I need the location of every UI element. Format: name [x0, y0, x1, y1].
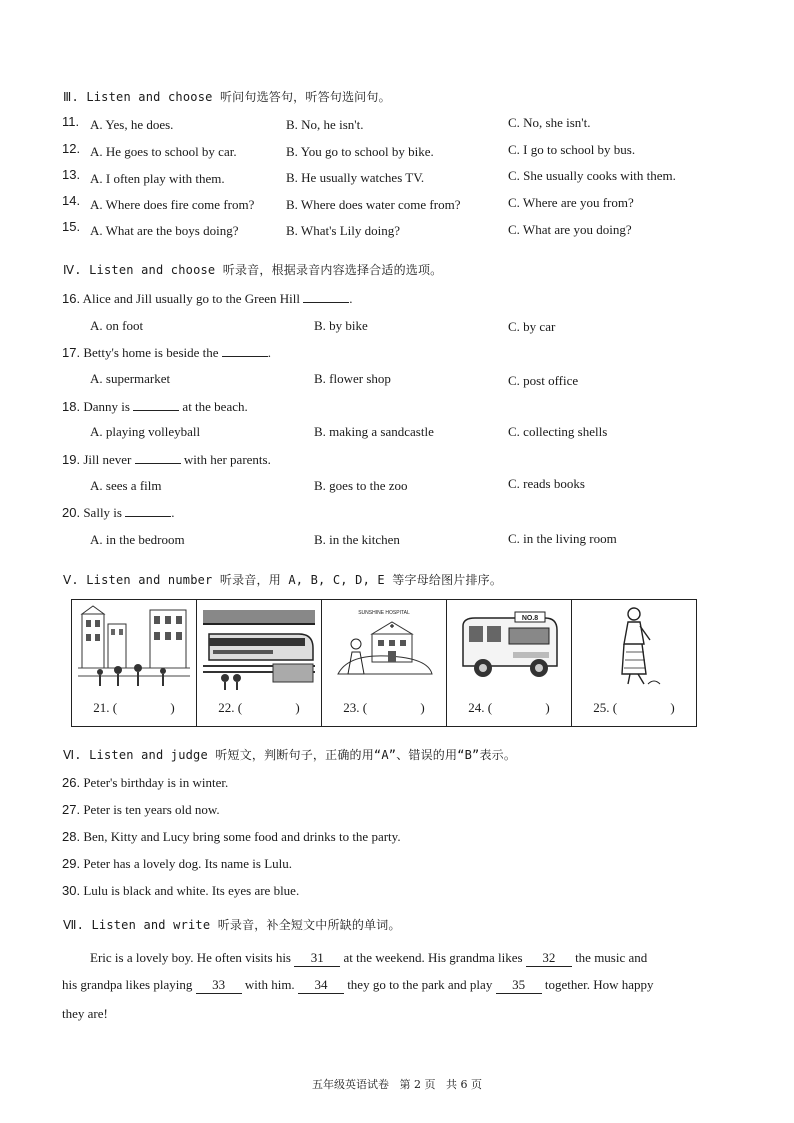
question-stem: 18. Danny is at the beach.: [62, 399, 248, 414]
picture-caption: 21. ( ): [93, 700, 175, 715]
picture-cell: [197, 600, 322, 726]
option-b: B. He usually watches TV.: [286, 170, 425, 185]
option-a: A. on foot: [90, 318, 144, 333]
option-a: A. Where does fire come from?: [90, 197, 255, 212]
section-4-title: Ⅳ. Listen and choose 听录音，根据录音内容选择合适的选项。: [63, 263, 443, 277]
option-a: A. He goes to school by car.: [90, 144, 237, 159]
option-c: C. I go to school by bus.: [508, 142, 636, 157]
question-number: 12.: [62, 141, 81, 156]
option-b: B. goes to the zoo: [314, 478, 408, 493]
option-a: A. I often play with them.: [90, 171, 225, 186]
blank-35: 35: [496, 977, 542, 994]
hospital-picture: [328, 604, 440, 690]
option-c: C. No, she isn't.: [508, 115, 591, 130]
option-b: B. making a sandcastle: [314, 424, 434, 439]
judge-statement: 26. Peter's birthday is in winter.: [62, 775, 229, 790]
picture-table: [71, 599, 697, 727]
picture-cell: [447, 600, 572, 726]
hospital-sign: SUNSHINE HOSPITAL: [358, 610, 410, 616]
picture-caption: 22. ( ): [218, 700, 300, 715]
answer-blank: [303, 290, 349, 303]
section-6-title: Ⅵ. Listen and judge 听短文，判断句子，正确的用“A”、错误的用“B”表示。: [63, 748, 517, 762]
section-5-title: Ⅴ. Listen and number 听录音，用 A, B, C, D, E 等字母给图片排序。: [63, 573, 503, 587]
judge-statement: 29. Peter has a lovely dog. Its name is Lulu.: [62, 856, 293, 871]
question-number: 11.: [62, 114, 80, 129]
option-b: B. No, he isn't.: [286, 117, 364, 132]
section-7-title: Ⅶ. Listen and write 听录音，补全短文中所缺的单词。: [63, 918, 401, 932]
picture-cell: [72, 600, 197, 726]
option-b: B. in the kitchen: [314, 532, 400, 547]
train-picture: [203, 604, 315, 690]
option-a: A. in the bedroom: [90, 532, 185, 547]
answer-blank: [135, 451, 181, 464]
option-c: C. What are you doing?: [508, 222, 632, 237]
blank-33: 33: [196, 977, 242, 994]
passage-line-2: his grandpa likes playing 33 with him. 34 they go to the park and play 35 together. How happy: [62, 977, 654, 992]
page-footer: 五年级英语试卷 第 2 页 共 6 页: [312, 1078, 482, 1091]
option-b: B. What's Lily doing?: [286, 223, 401, 238]
bus-number-sign: NO.8: [521, 615, 539, 622]
bus-picture: [453, 604, 565, 690]
passage-line-1: Eric is a lovely boy. He often visits his 31 at the weekend. His grandma likes 32 the music and: [90, 950, 648, 965]
question-stem: 17. Betty's home is beside the .: [62, 345, 272, 360]
option-b: B. by bike: [314, 318, 368, 333]
question-stem: 20. Sally is .: [62, 505, 175, 520]
picture-cell: [322, 600, 447, 726]
blank-34: 34: [298, 977, 344, 994]
picture-caption: 25. ( ): [593, 700, 675, 715]
option-a: A. playing volleyball: [90, 424, 201, 439]
option-b: B. flower shop: [314, 371, 391, 386]
option-c: C. by car: [508, 319, 556, 334]
option-a: A. Yes, he does.: [90, 117, 174, 132]
blank-31: 31: [294, 950, 340, 967]
section-3-title: Ⅲ. Listen and choose 听问句选答句，听答句选问句。: [63, 90, 391, 104]
judge-statement: 28. Ben, Kitty and Lucy bring some food and drinks to the party.: [62, 829, 401, 844]
picture-cell: [572, 600, 696, 726]
option-b: B. Where does water come from?: [286, 197, 461, 212]
question-stem: 16. Alice and Jill usually go to the Green Hill .: [62, 291, 353, 306]
street-scene-picture: [78, 604, 190, 690]
walking-woman-picture: [578, 604, 690, 690]
option-a: A. What are the boys doing?: [90, 223, 239, 238]
option-a: A. supermarket: [90, 371, 171, 386]
picture-caption: 23. ( ): [343, 700, 425, 715]
judge-statement: 30. Lulu is black and white. Its eyes are blue.: [62, 883, 300, 898]
option-c: C. collecting shells: [508, 424, 608, 439]
answer-blank: [133, 398, 179, 411]
option-c: C. She usually cooks with them.: [508, 168, 676, 183]
question-number: 15.: [62, 219, 81, 234]
option-c: C. in the living room: [508, 531, 617, 546]
option-c: C. reads books: [508, 476, 585, 491]
answer-blank: [125, 504, 171, 517]
judge-statement: 27. Peter is ten years old now.: [62, 802, 220, 817]
picture-caption: 24. ( ): [468, 700, 550, 715]
option-b: B. You go to school by bike.: [286, 144, 434, 159]
passage-line-3: they are!: [62, 1006, 108, 1021]
option-c: C. Where are you from?: [508, 195, 634, 210]
answer-blank: [222, 344, 268, 357]
option-a: A. sees a film: [90, 478, 162, 493]
blank-32: 32: [526, 950, 572, 967]
question-number: 13.: [62, 167, 81, 182]
option-c: C. post office: [508, 373, 579, 388]
question-number: 14.: [62, 193, 81, 208]
question-stem: 19. Jill never with her parents.: [62, 452, 271, 467]
